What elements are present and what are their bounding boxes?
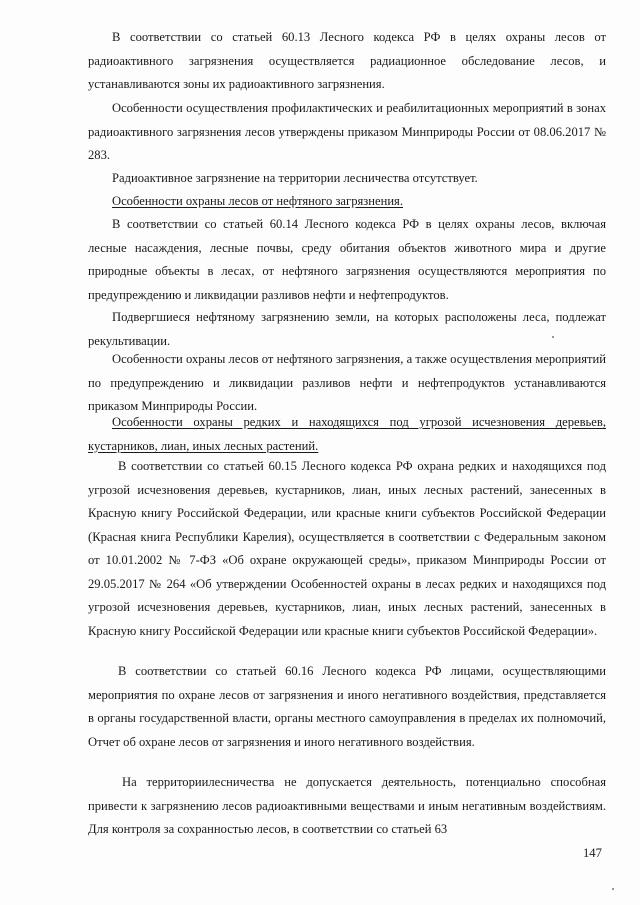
- paragraph-radioactive-measures: Особенности осуществления профилактических и реабилитационных мероприятий в зонах радиоактивного загрязнения лесов утверждены приказом Минприроды России от 08.06.2017 № 283.: [88, 101, 606, 162]
- section-heading-rare-plants-text: Особенности охраны редких и находящихся под угрозой исчезновения деревьев, кустарников, лиан, иных лесных растений.: [88, 415, 606, 453]
- paragraph-oil-article: В соответствии со статьей 60.14 Лесного кодекса РФ в целях охраны лесов, включая лесные насаждения, лесные почвы, среду обитания объектов животного мира и другие природные объекты в лесах, от нефтяного загрязнения осуществляются мероприятия по предупреждению и ликвидации разливов нефти и нефтепродуктов.: [88, 217, 606, 302]
- paragraph-oil-reclamation: Подвергшиеся нефтяному загрязнению земли, на которых расположены леса, подлежат рекультивации.: [88, 310, 606, 348]
- paragraph-radioactive-absent: Радиоактивное загрязнение на территории лесничества отсутствует.: [112, 171, 478, 185]
- section-heading-oil-pollution-text: Особенности охраны лесов от нефтяного загрязнения.: [112, 194, 404, 208]
- paragraph-prohibited-activity: На территориилесничества не допускается деятельность, потенциально способная привести к загрязнению лесов радиоактивными веществами и иным негативным воздействиям. Для контроля за сохранностью лесов, в соответствии со статьей 63: [88, 775, 606, 836]
- paragraph-oil-order: Особенности охраны лесов от нефтяного загрязнения, а также осуществления мероприятий по предупреждению и ликвидации разливов нефти и нефтепродуктов устанавливаются приказом Минприроды России.: [88, 352, 606, 413]
- section-heading-rare-plants: [88, 411, 606, 458]
- paragraph-radioactive-survey: В соответствии со статьей 60.13 Лесного кодекса РФ в целях охраны лесов от радиоактивного загрязнения осуществляется радиационное обследование лесов, и устанавливаются зоны их радиоактивного загрязнения.: [88, 30, 606, 91]
- scan-speck: [552, 336, 554, 338]
- scan-speck: [612, 888, 614, 890]
- paragraph-rare-plants-article: В соответствии со статьей 60.15 Лесного кодекса РФ охрана редких и находящихся под угрозой исчезновения деревьев, кустарников, лиан, иных лесных растений, занесенных в Красную книгу Российской Федерации, или красные книги субъектов Российской Федерации (Красная книга Республики Карелия), осуществляется в соответствии с Федеральным законом от 10.01.2002 № 7-ФЗ «Об охране окружающей среды», приказом Минприроды России от 29.05.2017 № 264 «Об утверждении Особенностей охраны в лесах редких и находящихся под угрозой исчезновения деревьев, кустарников, лиан, иных лесных растений, занесенных в Красную книгу Российской Федерации или красные книги субъектов Российской Федерации».: [88, 459, 606, 638]
- paragraph-report-article: В соответствии со статьей 60.16 Лесного кодекса РФ лицами, осуществляющими мероприятия по охране лесов от загрязнения и иного негативного воздействия, представляется в органы государственной власти, органы местного самоуправления в пределах их полномочий, Отчет об охране лесов от загрязнения и иного негативного воздействия.: [88, 664, 606, 749]
- page-number: 147: [583, 846, 602, 860]
- section-heading-oil-pollution: [88, 190, 606, 214]
